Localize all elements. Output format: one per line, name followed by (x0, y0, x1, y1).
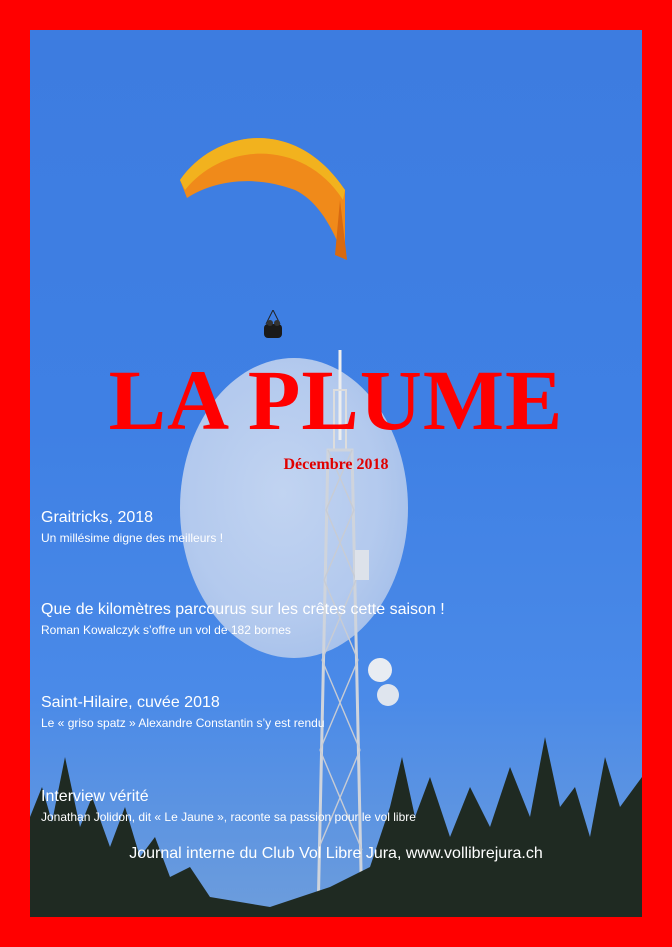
article-subtitle: Roman Kowalczyk s’offre un vol de 182 bornes (41, 623, 291, 637)
article-teaser (41, 508, 223, 546)
article-headline: Interview vérité (41, 788, 149, 805)
article-subtitle: Un millésime digne des meilleurs ! (41, 531, 224, 545)
paraglider-pilot (258, 310, 288, 344)
article-subtitle: Le « griso spatz » Alexandre Constantin s’y est rendu (41, 716, 325, 730)
article-headline: Que de kilomètres parcourus sur les crêtes cette saison ! (41, 601, 445, 618)
magazine-title: LA PLUME (108, 352, 564, 448)
article-teaser (41, 693, 325, 731)
footer-credit: Journal interne du Club Vol Libre Jura, www.vollibrejura.ch (129, 845, 543, 862)
article-teaser (41, 787, 416, 825)
article-teaser (41, 600, 445, 638)
cover-photo (30, 30, 642, 917)
article-headline: Graitricks, 2018 (41, 509, 154, 526)
paraglider-wing (175, 120, 350, 260)
article-headline: Saint-Hilaire, cuvée 2018 (41, 694, 220, 711)
issue-date: Décembre 2018 (283, 456, 389, 473)
article-subtitle: Jonathan Jolidon, dit « Le Jaune », raconte sa passion pour le vol libre (41, 810, 416, 824)
